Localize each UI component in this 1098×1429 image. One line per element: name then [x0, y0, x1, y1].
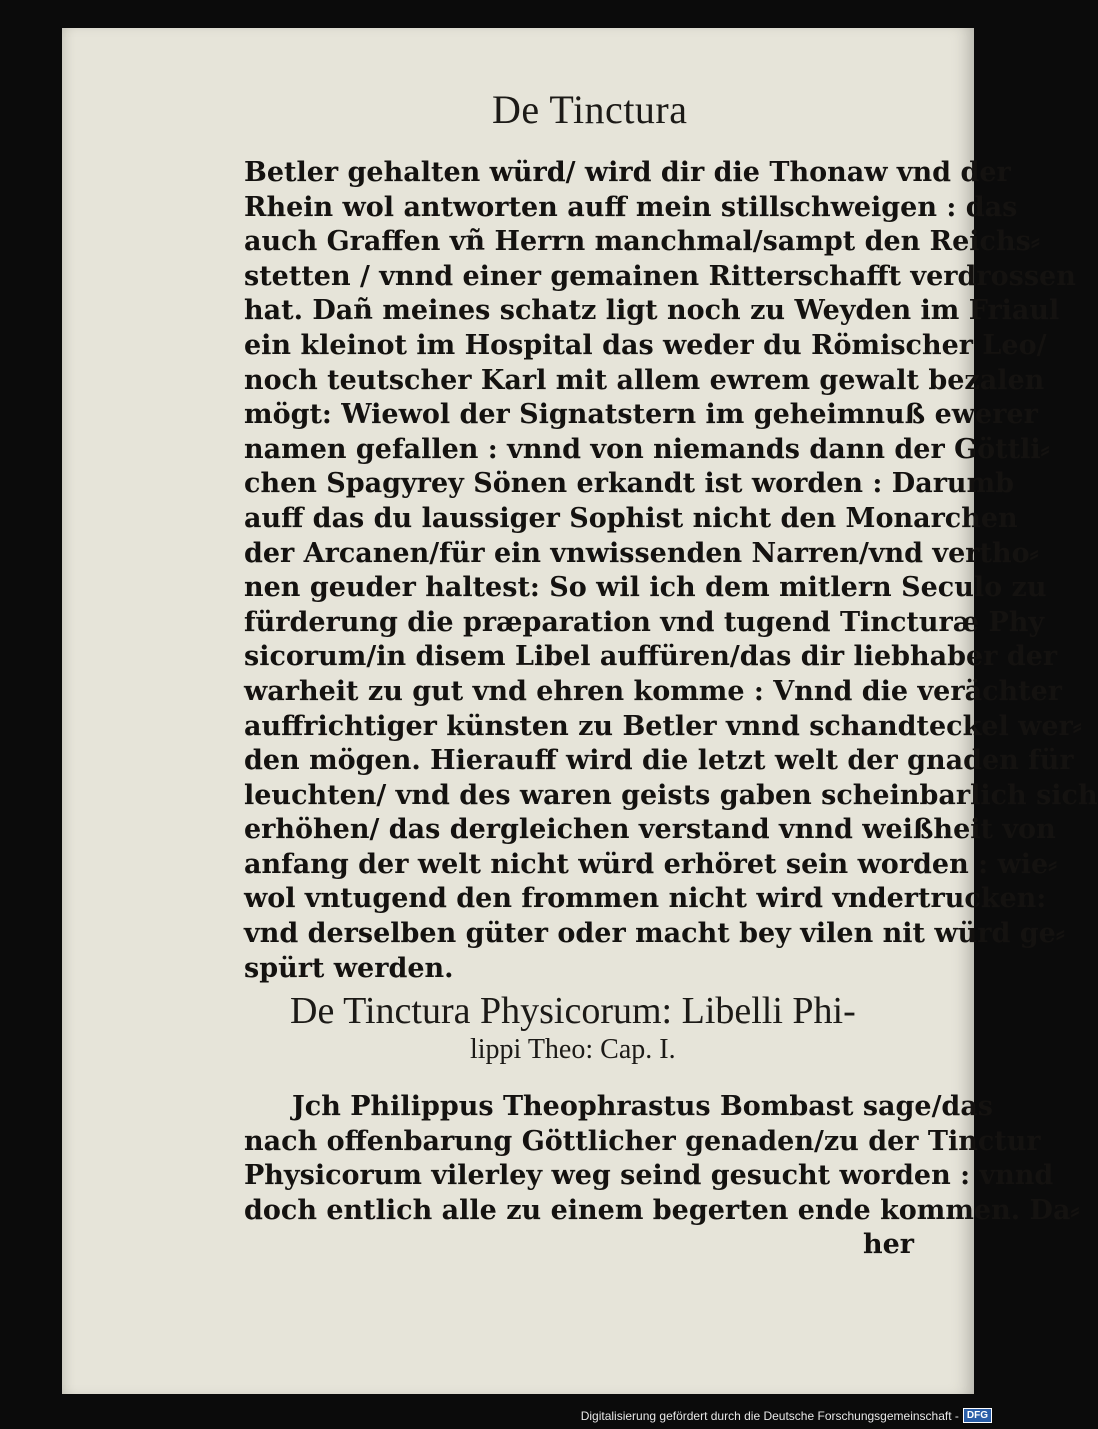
text-line: stetten / vnnd einer gemainen Ritterschafft verdrossen — [244, 260, 1076, 292]
chapter-subtitle: lippi Theo: Cap. I. — [470, 1034, 676, 1065]
text-line: warheit zu gut vnd ehren komme : Vnnd die verächter — [244, 675, 1063, 707]
text-line: her — [862, 1229, 914, 1261]
text-line: spürt werden. — [244, 952, 454, 984]
chapter-text — [244, 1090, 1080, 1263]
text-line: mögt: Wiewol der Signatstern im geheimnuß ewerer — [244, 399, 1038, 431]
text-line: noch teutscher Karl mit allem ewrem gewalt bezalen — [244, 364, 1045, 396]
text-line: nach offenbarung Göttlicher genaden/zu der Tinctur — [244, 1125, 1041, 1157]
text-line: chen Spagyrey Sönen erkandt ist worden : Darumb — [244, 468, 1015, 500]
text-line: vnd derselben güter oder macht bey vilen nit würd ge⸗ — [244, 918, 1065, 950]
text-line: ein kleinot im Hospital das weder du Römischer Leo/ — [244, 329, 1047, 361]
text-line: fürderung die præparation vnd tugend Tincturæ Phy — [244, 606, 1045, 638]
text-line: der Arcanen/für ein vnwissenden Narren/vnd vertho⸗ — [244, 537, 1039, 569]
text-line: wol vntugend den frommen nicht wird vndertrucken: — [244, 883, 1047, 915]
text-line: Jch Philippus Theophrastus Bombast sage/das — [292, 1091, 994, 1122]
text-line: namen gefallen : vnnd von niemands dann der Göttli⸗ — [244, 433, 1050, 465]
dfg-logo: DFG — [963, 1408, 992, 1423]
text-line: den mögen. Hierauff wird die letzt welt der gnaden für — [244, 745, 1074, 777]
text-line: sicorum/in disem Libel auffüren/das dir liebhaber der — [244, 641, 1058, 673]
text-line: auffrichtiger künsten zu Betler vnnd schandteckel wer⸗ — [244, 710, 1082, 742]
text-line: leuchten/ vnd des waren geists gaben scheinbarlich sich — [244, 779, 1098, 811]
text-line: Physicorum vilerley weg seind gesucht worden : vnnd — [244, 1160, 1054, 1192]
body-text — [244, 156, 1098, 986]
text-line: auff das du laussiger Sophist nicht den Monarchen — [244, 502, 1018, 534]
chapter-title: De Tinctura Physicorum: Libelli Phi- — [290, 990, 856, 1032]
running-header: De Tinctura — [492, 87, 688, 132]
book-page — [62, 28, 1098, 1394]
digitization-credit — [581, 1408, 992, 1423]
text-line: auch Graffen vñ Herrn manchmal/sampt den Reichs⸗ — [244, 226, 1040, 258]
text-line: doch entlich alle zu einem begerten ende kommen. Da⸗ — [244, 1194, 1080, 1226]
text-line: nen geuder haltest: So wil ich dem mitlern Seculo zu — [244, 572, 1047, 604]
text-line: erhöhen/ das dergleichen verstand vnnd weißheit von — [244, 814, 1056, 846]
text-line: anfang der welt nicht würd erhöret sein worden : wie⸗ — [244, 848, 1058, 880]
text-line: Rhein wol antworten auff mein stillschweigen : das — [244, 191, 1018, 223]
text-line: hat. Dañ meines schatz ligt noch zu Weyden im Friaul — [244, 295, 1060, 327]
footer-text: Digitalisierung gefördert durch die Deutsche Forschungsgemeinschaft - — [580, 1408, 959, 1423]
text-line: Betler gehalten würd/ wird dir die Thonaw vnd der — [244, 157, 1011, 188]
